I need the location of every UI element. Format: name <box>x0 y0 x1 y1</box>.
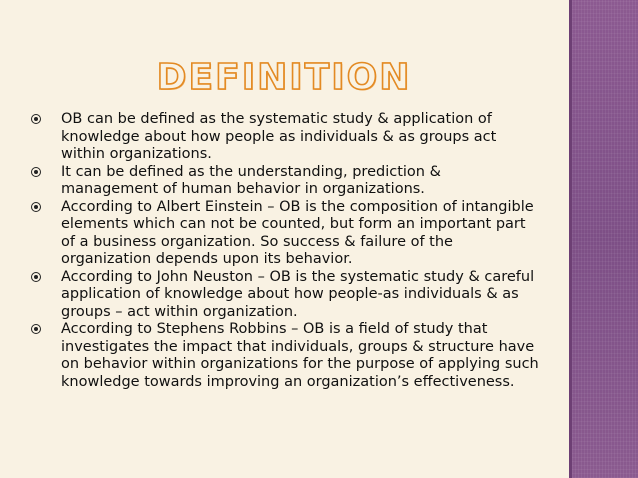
bullet-circle-icon <box>31 202 41 212</box>
bullet-text: OB can be defined as the systematic study & application of knowledge about how people as individuals & as groups act within organizations. <box>61 111 497 162</box>
bullet-circle-icon <box>31 114 41 124</box>
bullet-text: According to John Neuston – OB is the systematic study & careful application of knowledge about how people-as individuals & as groups – act within organization. <box>61 268 535 320</box>
bullet-text: It can be defined as the understanding, prediction & management of human behavior in organizations. <box>61 163 441 197</box>
bullet-text: According to Stephens Robbins – OB is a field of study that investigates the impact that individuals, groups & structure have on behavior within organizations for the purpose of applying such knowledge towards improving an organization’s effectiveness. <box>61 321 539 390</box>
bullet-item-3 <box>31 199 541 269</box>
bullet-item-2 <box>31 164 541 199</box>
bullet-circle-icon <box>31 272 41 282</box>
bullet-item-5 <box>31 321 541 391</box>
slide-title: DEFINITION <box>156 57 412 98</box>
bullet-list <box>31 111 541 391</box>
bullet-circle-icon <box>31 324 41 334</box>
bullet-item-1 <box>31 111 541 164</box>
decorative-side-strip <box>569 0 638 478</box>
bullet-item-4 <box>31 269 541 322</box>
bullet-circle-icon <box>31 167 41 177</box>
bullet-text: According to Albert Einstein – OB is the composition of intangible elements which can not be counted, but form an important part of a business organization. So success & failure of the organization depends upon its behavior. <box>61 198 534 267</box>
